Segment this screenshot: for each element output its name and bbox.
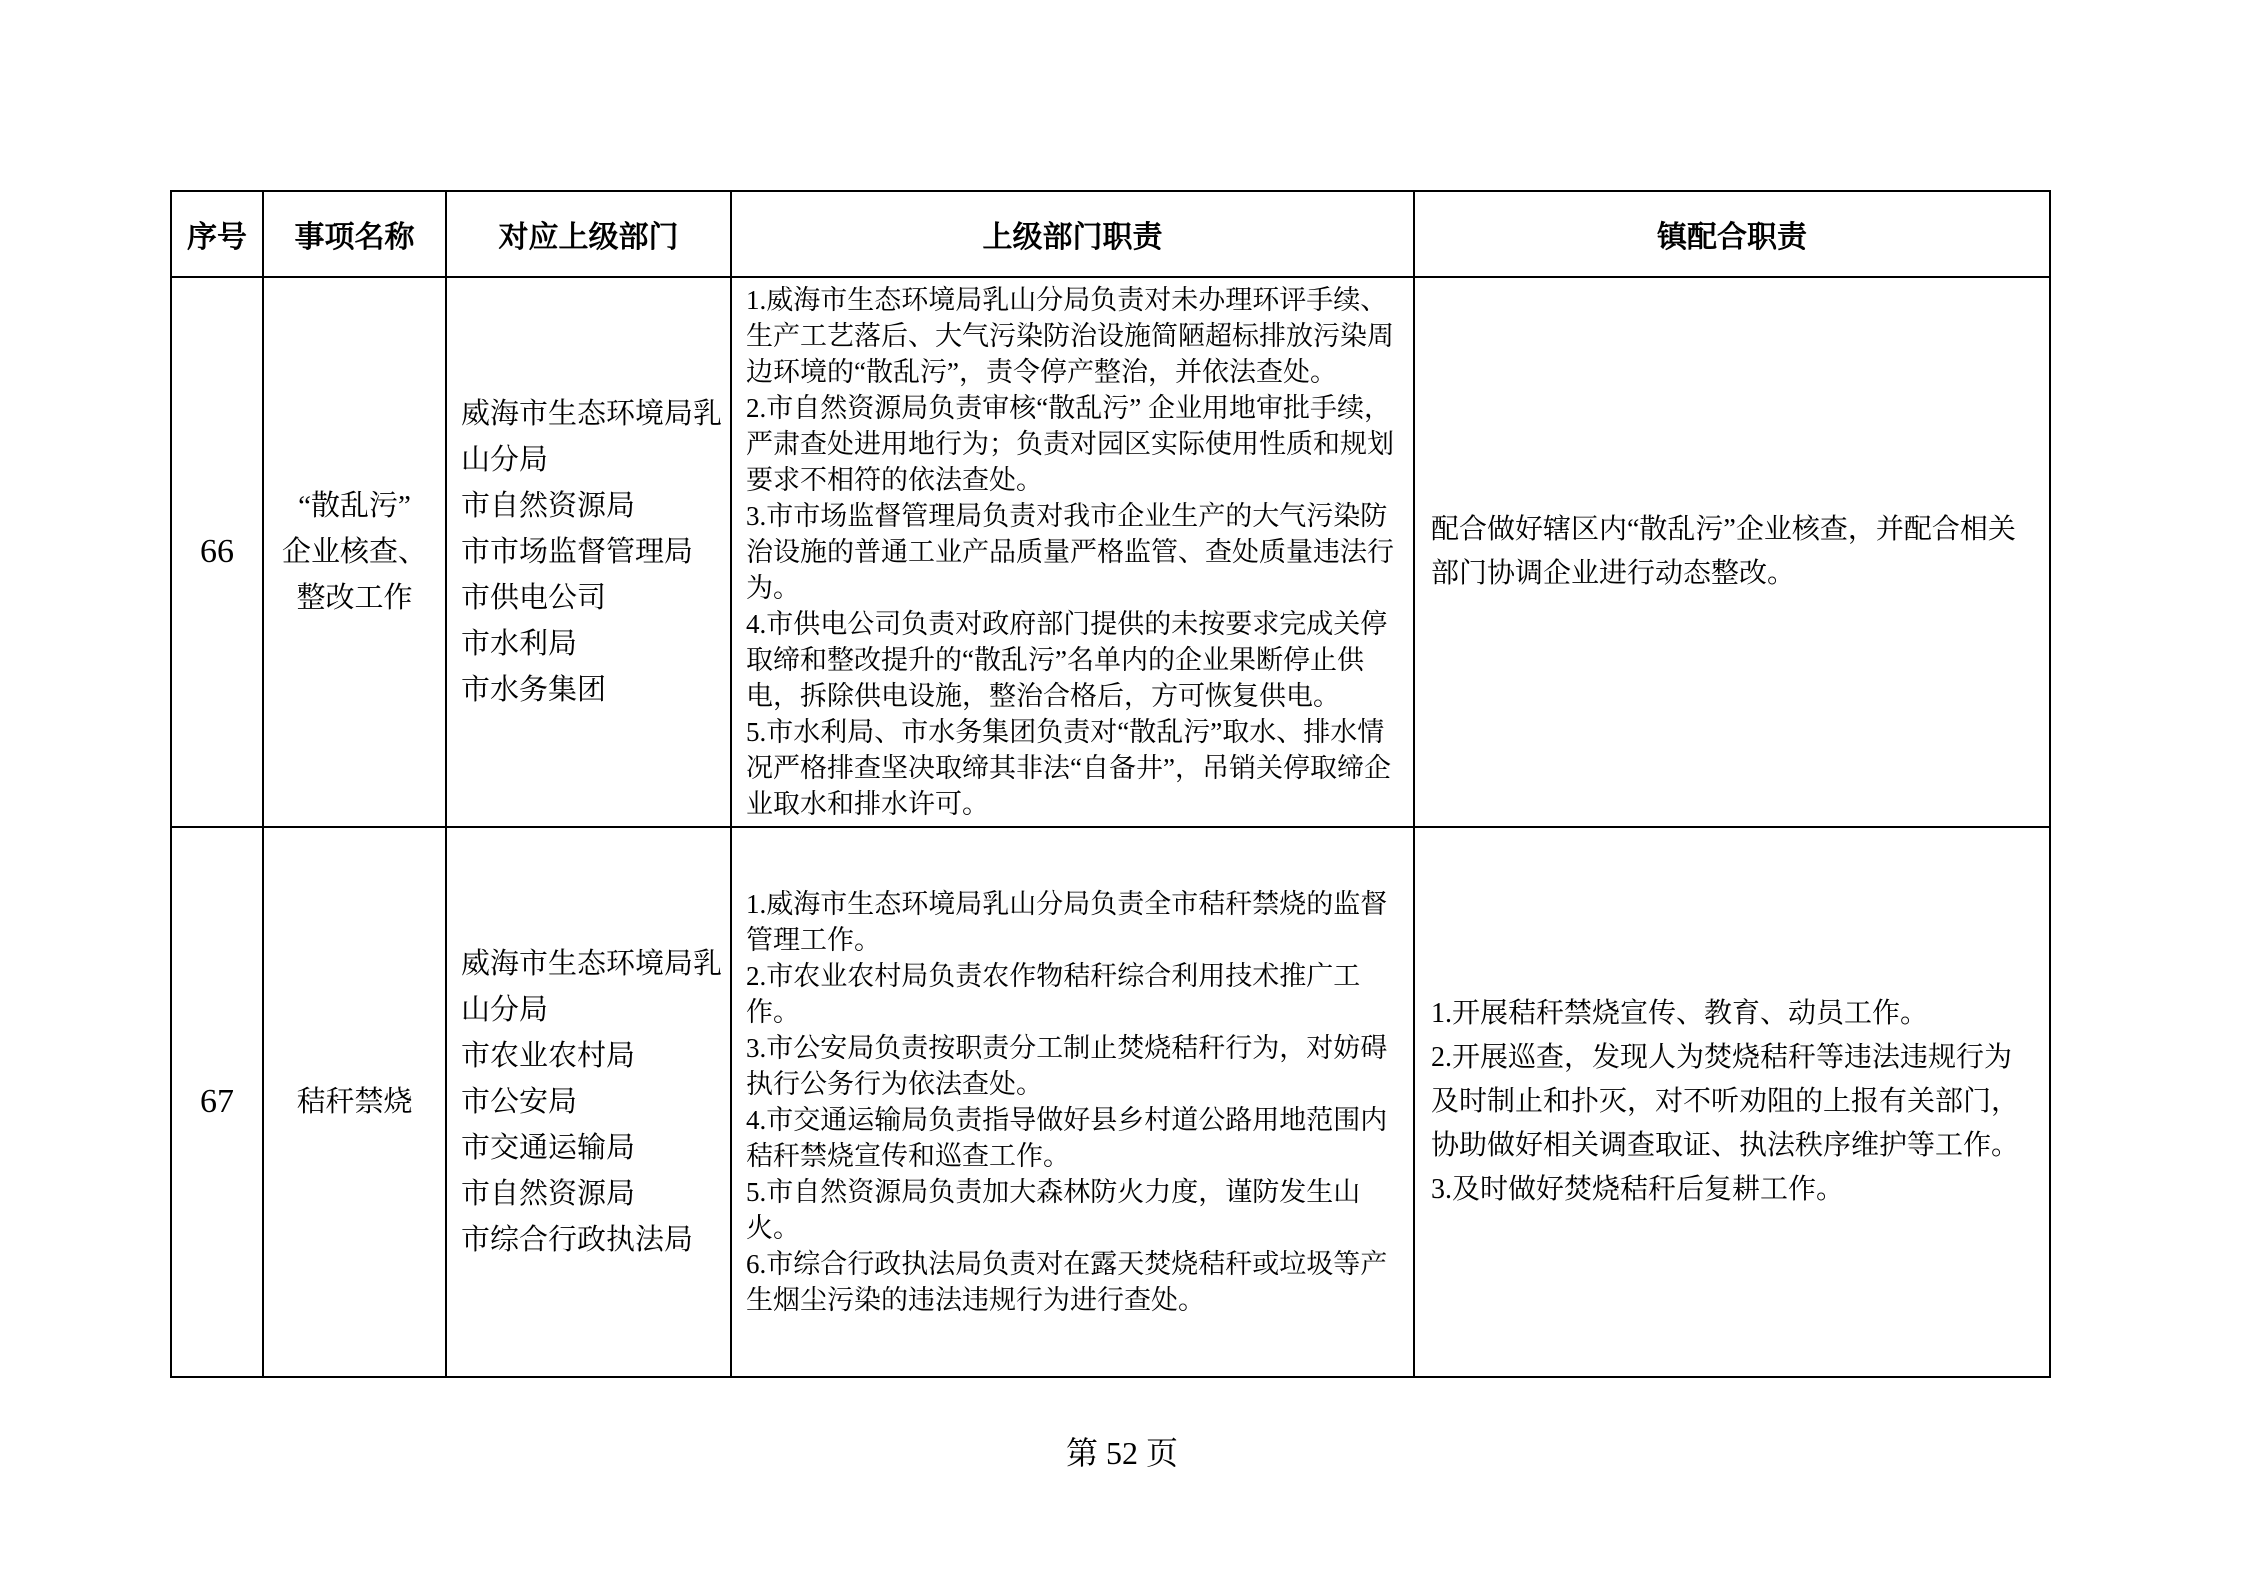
list-item: 5.市水利局、市水务集团负责对“散乱污”取水、排水情况严格排查坚决取缔其非法“自备井”，吊销关停取缔企业取水和排水许可。 — [746, 717, 1391, 819]
list-item: 市综合行政执法局 — [461, 1224, 694, 1256]
list-item: 4.市供电公司负责对政府部门提供的未按要求完成关停取缔和整改提升的“散乱污”名单内的企业果断停止供电，拆除供电设施，整治合格后，方可恢复供电。 — [746, 609, 1388, 711]
list-item: 3.及时做好焚烧秸秆后复耕工作。 — [1431, 1174, 1845, 1205]
list-item: “散乱污” — [298, 490, 411, 522]
list-item: 威海市生态环境局乳山分局 — [461, 948, 723, 1026]
row-66-item-name — [263, 277, 446, 827]
col-header-town-duties: 镇配合职责 — [1414, 191, 2050, 277]
row-66-town-duties — [1414, 277, 2050, 827]
table-row-67 — [171, 827, 2050, 1377]
table-row-66 — [171, 277, 2050, 827]
row-66-superior-duties — [731, 277, 1414, 827]
list-item: 市公安局 — [461, 1086, 578, 1118]
list-item: 2.市自然资源局负责审核“散乱污” 企业用地审批手续，严肃查处进用地行为；负责对园区实际使用性质和规划要求不相符的依法查处。 — [746, 393, 1394, 495]
list-item: 威海市生态环境局乳山分局 — [461, 398, 723, 476]
list-item: 2.市农业农村局负责农作物秸秆综合利用技术推广工作。 — [746, 961, 1361, 1027]
list-item: 市市场监督管理局 — [461, 536, 694, 568]
list-item: 市农业农村局 — [461, 1040, 636, 1072]
list-item: 市供电公司 — [461, 582, 607, 614]
list-item: 市交通运输局 — [461, 1132, 636, 1164]
table-header-row — [171, 191, 2050, 277]
list-item: 3.市市场监督管理局负责对我市企业生产的大气污染防治设施的普通工业产品质量严格监管、查处质量违法行为。 — [746, 501, 1394, 603]
row-66-departments — [446, 277, 731, 827]
col-header-item-name: 事项名称 — [263, 191, 446, 277]
list-item: 6.市综合行政执法局负责对在露天焚烧秸秆或垃圾等产生烟尘污染的违法违规行为进行查处。 — [746, 1249, 1388, 1315]
list-item: 市水务集团 — [461, 674, 607, 706]
list-item: 企业核查、 — [281, 536, 427, 568]
page-number: 第 52 页 — [1065, 1435, 1178, 1471]
list-item: 市自然资源局 — [461, 1178, 636, 1210]
list-item: 配合做好辖区内“散乱污”企业核查，并配合相关部门协调企业进行动态整改。 — [1431, 514, 2016, 589]
list-item: 1.威海市生态环境局乳山分局负责对未办理环评手续、生产工艺落后、大气污染防治设施简陋超标排放污染周边环境的“散乱污”，责令停产整治，并依法查处。 — [746, 285, 1394, 387]
list-item: 4.市交通运输局负责指导做好县乡村道公路用地范围内秸秆禁烧宣传和巡查工作。 — [746, 1105, 1388, 1171]
list-item: 5.市自然资源局负责加大森林防火力度，谨防发生山火。 — [746, 1177, 1361, 1243]
list-item: 3.市公安局负责按职责分工制止焚烧秸秆行为，对妨碍执行公务行为依法查处。 — [746, 1033, 1388, 1099]
list-item: 1.威海市生态环境局乳山分局负责全市秸秆禁烧的监督管理工作。 — [746, 889, 1388, 955]
col-header-superior-duties: 上级部门职责 — [731, 191, 1414, 277]
list-item: 2.开展巡查，发现人为焚烧秸秆等违法违规行为及时制止和扑灭，对不听劝阻的上报有关部门，协助做好相关调查取证、执法秩序维护等工作。 — [1431, 1042, 2020, 1161]
row-67-item-name — [263, 827, 446, 1377]
col-header-index: 序号 — [171, 191, 263, 277]
row-67-town-duties — [1414, 827, 2050, 1377]
list-item: 1.开展秸秆禁烧宣传、教育、动员工作。 — [1431, 998, 1929, 1029]
responsibility-table — [170, 190, 2051, 1378]
list-item: 市水利局 — [461, 628, 578, 660]
list-item: 市自然资源局 — [461, 490, 636, 522]
row-67-departments — [446, 827, 731, 1377]
list-item: 整改工作 — [296, 582, 413, 614]
list-item: 秸秆禁烧 — [296, 1086, 413, 1118]
col-header-departments: 对应上级部门 — [446, 191, 731, 277]
row-67-superior-duties — [731, 827, 1414, 1377]
row-66-index: 66 — [171, 277, 263, 827]
row-67-index: 67 — [171, 827, 263, 1377]
